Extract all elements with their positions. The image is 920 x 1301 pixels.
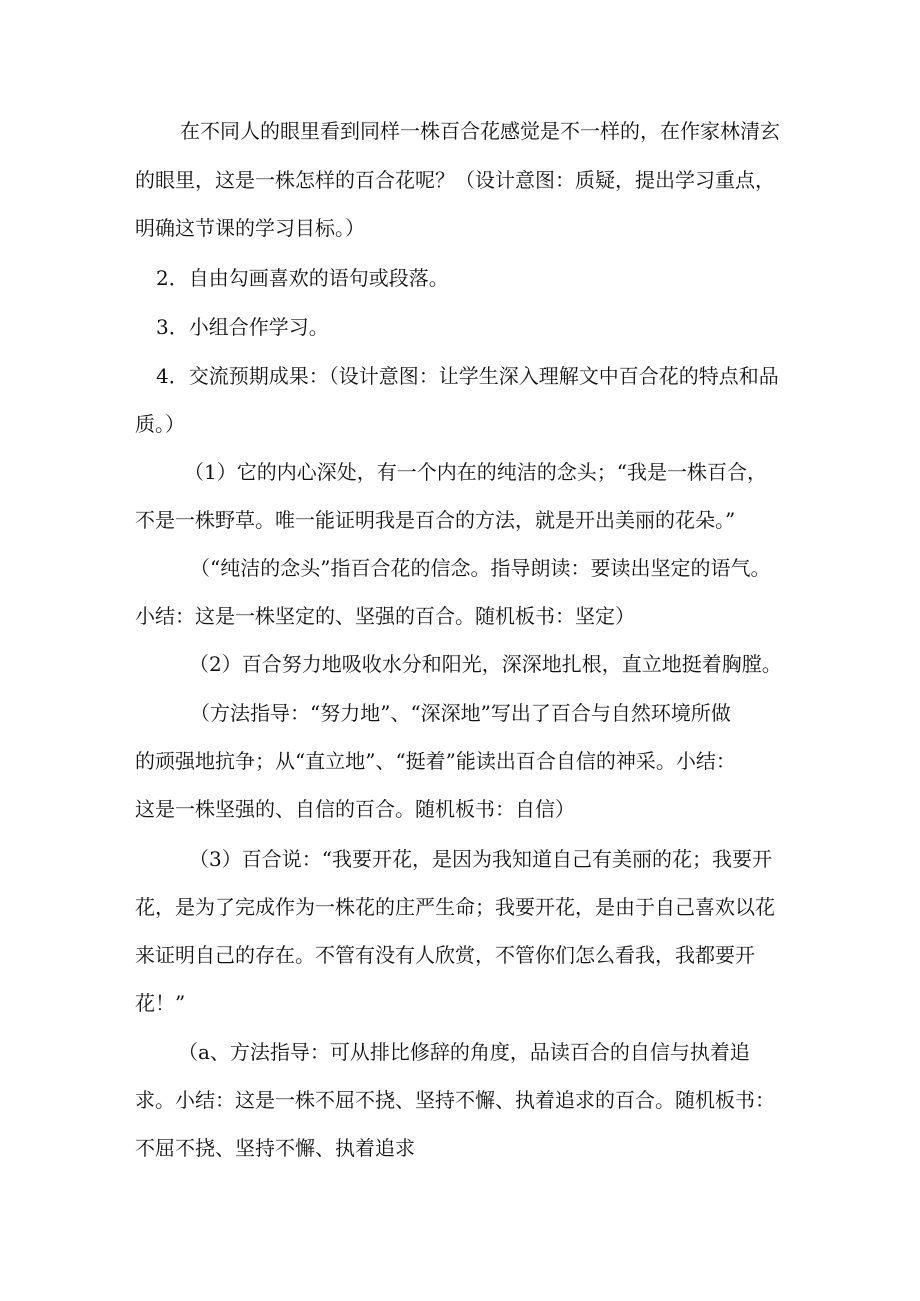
list-item: 2．自由勾画喜欢的语句或段落。 [156,266,449,290]
text-line: 不是一株野草。唯一能证明我是百合的方法，就是开出美丽的花朵。” [135,508,736,532]
text-line: 求。小结：这是一株不屈不挠、坚持不懈、执着追求的百合。随机板书： [135,1088,775,1112]
text-line: 明确这节课的学习目标。） [135,216,365,240]
sub-item: （3）百合说：“我要开花，是因为我知道自己有美丽的花；我要开 [189,847,772,871]
text-line: 花！” [135,991,186,1015]
text-line: 这是一株坚强的、自信的百合。随机板书：自信） [135,797,575,821]
text-line: （方法指导：“努力地”、“深深地”写出了百合与自然环境所做 [190,701,731,725]
text-line: 来证明自己的存在。不管有没有人欣赏，不管你们怎么看我，我都要开 [135,943,755,967]
text-line: （a、方法指导：可从排比修辞的角度，品读百合的自信与执着追 [178,1040,750,1064]
text-line: 的眼里，这是一株怎样的百合花呢？（设计意图：质疑，提出学习重点， [135,168,775,192]
text-line: 小结：这是一株坚定的、坚强的百合。随机板书：坚定） [135,604,635,628]
sub-item: （1）它的内心深处，有一个内在的纯洁的念头；“我是一株百合， [184,460,767,484]
text-line: 不屈不挠、坚持不懈、执着追求 [135,1136,415,1160]
text-line: （“纯洁的念头”指百合花的信念。指导朗读：要读出坚定的语气。 [190,556,771,580]
text-line: 在不同人的眼里看到同样一株百合花感觉是不一样的，在作家林清玄 [180,119,780,143]
list-item: 3．小组合作学习。 [156,315,329,339]
list-item: 4．交流预期成果：（设计意图：让学生深入理解文中百合花的特点和品 [156,364,779,388]
sub-item: （2）百合努力地吸收水分和阳光，深深地扎根，直立地挺着胸膛。 [189,652,782,676]
text-line: 的顽强地抗争；从“直立地”、“挺着”能读出百合自信的神采。小结： [135,749,736,773]
text-line: 质。） [135,412,185,436]
text-line: 花，是为了完成作为一株花的庄严生命；我要开花，是由于自己喜欢以花 [135,895,775,919]
